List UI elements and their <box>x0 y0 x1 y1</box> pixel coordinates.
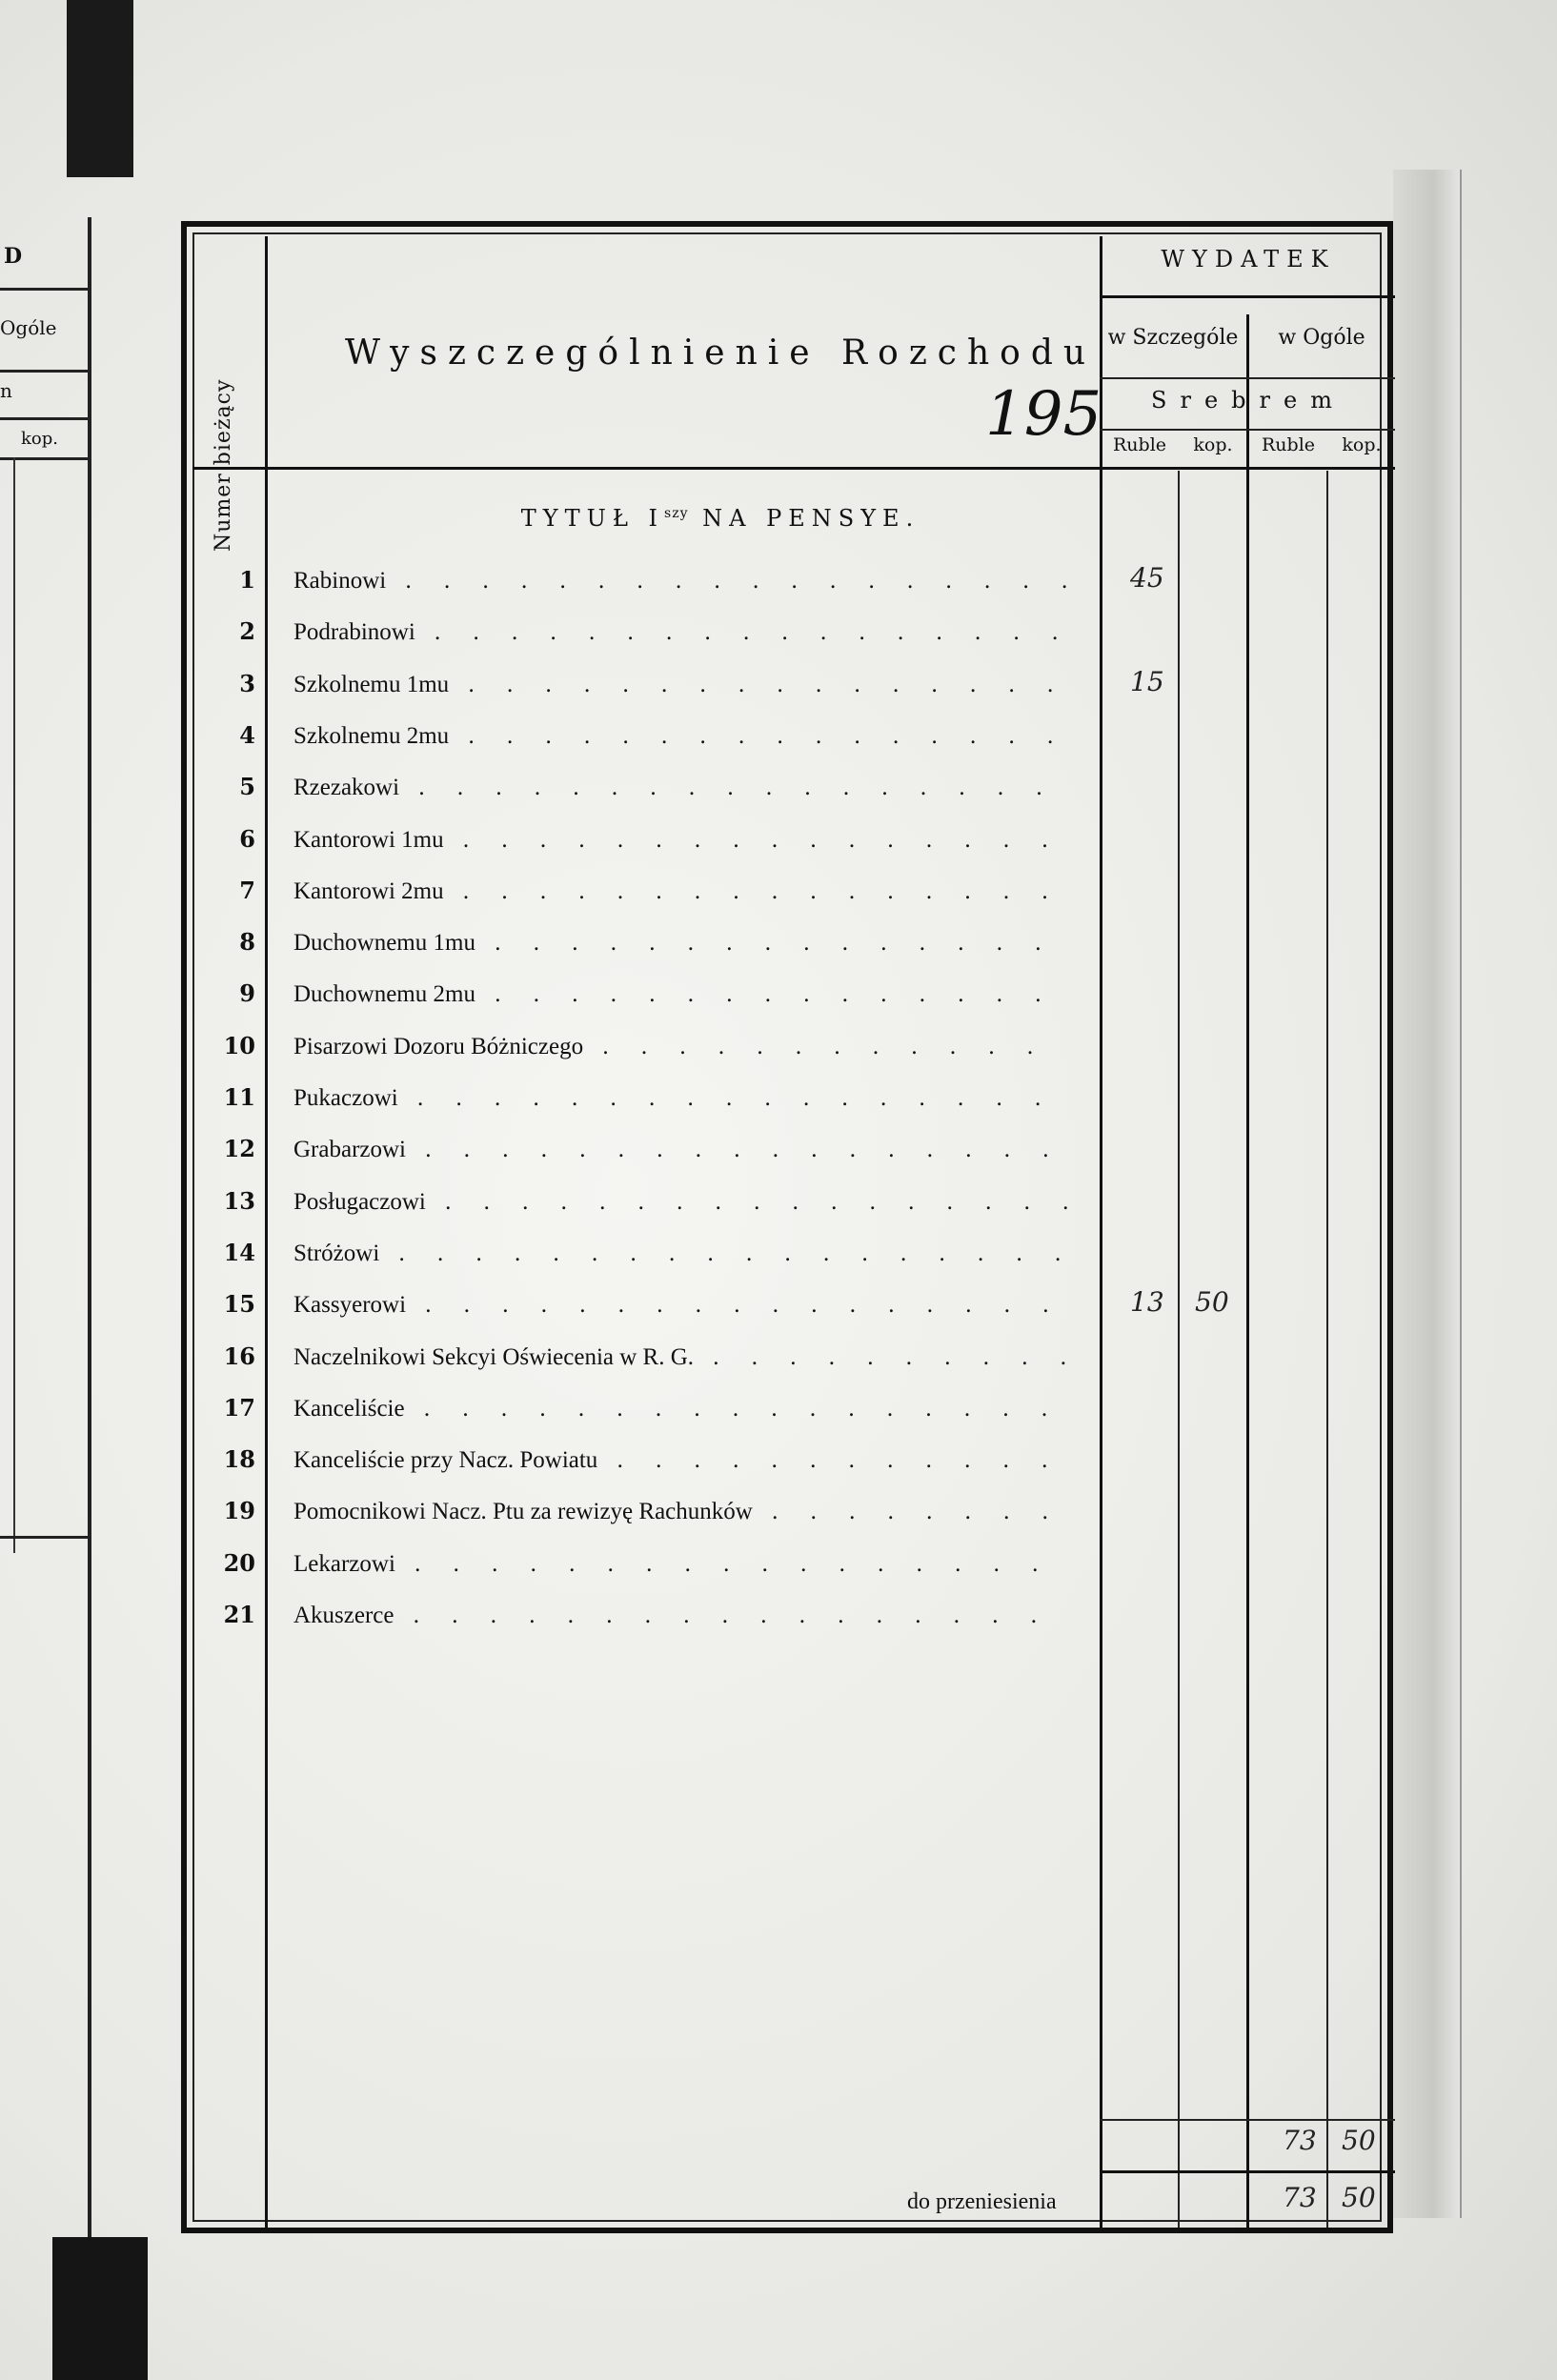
section-title <box>330 505 1111 532</box>
table-row <box>187 556 1164 608</box>
table-row <box>187 970 1100 1021</box>
row-ruble-amount: 13 <box>1130 1286 1164 1319</box>
table-row <box>187 1074 1100 1125</box>
prev-rule <box>0 370 88 373</box>
row-number: 13 <box>223 1186 255 1215</box>
table-row <box>187 1591 1100 1643</box>
row-label: Rabinowi . . . <box>293 568 1067 595</box>
row-number: 15 <box>223 1290 255 1319</box>
expense-ledger-form <box>181 221 1393 2233</box>
table-row <box>187 660 1164 712</box>
w-szczegole-header: w Szczególe <box>1107 326 1239 350</box>
row-label: Posługaczowi . . . <box>293 1189 1067 1216</box>
row-ruble-amount: 45 <box>1130 562 1164 594</box>
carry-kop: 50 <box>1342 2182 1376 2213</box>
folio-number: 195 <box>985 379 1102 450</box>
table-row <box>187 1436 1100 1487</box>
row-label: Rzezakowi . . . <box>293 775 1067 801</box>
table-row <box>187 608 1100 659</box>
currency-header: Srebrem <box>1151 387 1345 413</box>
table-row <box>187 867 1100 918</box>
row-label: Grabarzowi . . . <box>293 1137 1067 1163</box>
kop-column-rule <box>1326 471 1328 2228</box>
w-ogole-column-rule <box>1246 314 1249 2228</box>
row-number: 12 <box>223 1135 255 1163</box>
row-label: Kantorowi 1mu . . . <box>293 827 1067 854</box>
row-label: Stróżowi . . . <box>293 1240 1067 1267</box>
ruble-unit-header: Ruble <box>1261 434 1316 455</box>
row-label: Kanceliście . . . <box>293 1396 1067 1422</box>
table-row <box>187 1384 1100 1436</box>
row-label: Kantorowi 2mu . . . <box>293 878 1067 905</box>
row-ruble-amount: 15 <box>1130 665 1164 697</box>
row-label: Pisarzowi Dozoru Bóżniczego . . . <box>293 1034 1067 1060</box>
row-number: 14 <box>223 1238 255 1266</box>
table-row <box>187 763 1100 815</box>
table-row <box>187 1178 1100 1229</box>
number-column-header: Numer bieżący <box>212 378 235 552</box>
kop-unit-header: kop. <box>1193 434 1233 455</box>
table-row <box>187 1487 1100 1539</box>
amount-column-rule <box>1100 236 1102 2228</box>
row-label: Szkolnemu 2mu . . . <box>293 723 1067 750</box>
binding-strip-top <box>67 0 133 177</box>
kop-unit-header: kop. <box>1342 434 1382 455</box>
row-label: Duchownemu 2mu . . . <box>293 981 1067 1008</box>
header-rule <box>1100 429 1395 431</box>
row-label: Pomocnikowi Nacz. Ptu za rewizyę Rachunków . . . <box>293 1499 1067 1525</box>
row-number: 10 <box>223 1031 255 1059</box>
table-row <box>187 1333 1100 1384</box>
page-title: Wyszczególnienie Rozchodu <box>344 333 1097 373</box>
row-number: 7 <box>239 876 255 904</box>
row-label: Szkolnemu 1mu . . . <box>293 672 1067 698</box>
wydatek-header: WYDATEK <box>1161 246 1336 272</box>
w-ogole-header: w Ogóle <box>1278 326 1365 350</box>
ruble-unit-header: Ruble <box>1112 434 1167 455</box>
row-number: 3 <box>239 669 255 697</box>
carry-ruble: 73 <box>1283 2182 1317 2213</box>
prev-col-fragment: n <box>0 379 12 402</box>
table-row <box>187 918 1100 970</box>
sum-ruble: 73 <box>1283 2125 1317 2156</box>
section-title-prefix: TYTUŁ I <box>520 505 665 532</box>
header-bottom-rule <box>192 467 1395 470</box>
header-rule <box>1100 377 1395 379</box>
sum-rule <box>1100 2170 1395 2173</box>
row-number: 18 <box>223 1445 255 1474</box>
prev-col-fragment: kop. <box>21 429 58 449</box>
row-label: Podrabinowi . . . <box>293 619 1067 646</box>
sum-rule <box>1100 2119 1395 2121</box>
prev-rule <box>0 417 88 420</box>
table-row <box>187 1281 1229 1332</box>
row-label: Akuszerce . . . <box>293 1603 1067 1629</box>
previous-page-fragment <box>0 217 91 2237</box>
row-label: Duchownemu 1mu . . . <box>293 930 1067 957</box>
row-number: 4 <box>239 720 255 749</box>
table-row <box>187 1229 1100 1281</box>
kop-column-rule <box>1178 471 1180 2228</box>
table-row <box>187 1022 1100 1074</box>
row-number: 20 <box>223 1548 255 1577</box>
row-label: Naczelnikowi Sekcyi Oświecenia w R. G. . . . <box>293 1344 1067 1371</box>
row-number: 6 <box>239 824 255 853</box>
row-number: 11 <box>223 1083 255 1111</box>
row-number: 9 <box>239 979 255 1008</box>
prev-column-rule <box>13 457 15 1553</box>
row-kop-amount: 50 <box>1195 1286 1229 1319</box>
carry-forward-label: do przeniesienia <box>907 2189 1057 2214</box>
row-label: Pukaczowi . . . <box>293 1085 1067 1112</box>
row-label: Kanceliście przy Nacz. Powiatu . . . <box>293 1447 1067 1474</box>
section-title-suffix: NA PENSYE. <box>688 505 920 532</box>
row-label: Kassyerowi . . . <box>293 1292 1067 1319</box>
table-row <box>187 712 1100 763</box>
binding-strip-bottom <box>52 2237 148 2380</box>
torn-page-edge <box>1393 170 1462 2218</box>
table-row <box>187 1125 1100 1177</box>
table-row <box>187 816 1100 867</box>
row-number: 19 <box>223 1497 255 1525</box>
prev-header-fragment: D <box>4 244 23 269</box>
row-number: 2 <box>239 617 255 646</box>
row-number: 21 <box>223 1601 255 1628</box>
row-number: 1 <box>239 566 255 594</box>
row-number: 16 <box>223 1341 255 1370</box>
prev-rule <box>0 288 88 291</box>
header-rule <box>1100 295 1395 298</box>
prev-col-fragment: Ogóle <box>0 316 57 339</box>
prev-rule <box>0 1536 88 1539</box>
row-number: 8 <box>239 928 255 957</box>
table-row <box>187 1540 1100 1591</box>
row-label: Lekarzowi . . . <box>293 1551 1067 1578</box>
section-title-superscript: szy <box>664 506 689 521</box>
sum-kop: 50 <box>1342 2125 1376 2156</box>
row-number: 17 <box>223 1393 255 1422</box>
row-number: 5 <box>239 773 255 801</box>
